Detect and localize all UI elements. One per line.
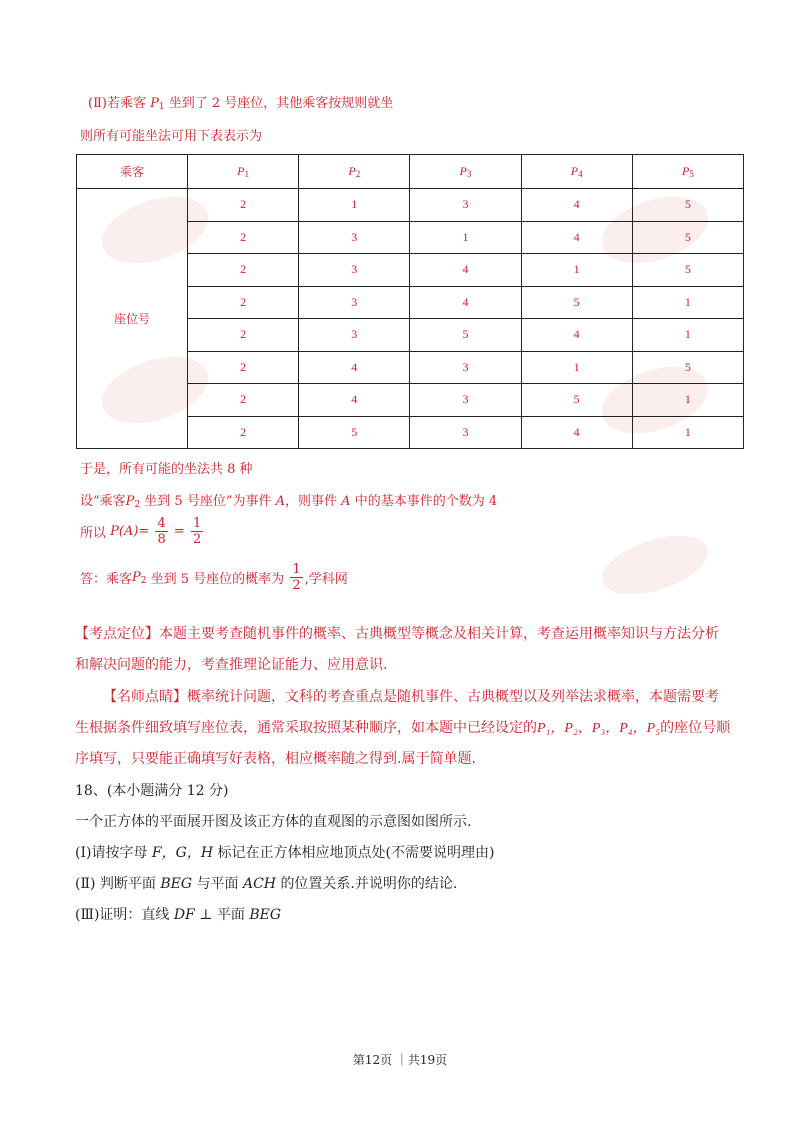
table-cell: 1 [632, 286, 743, 319]
table-cell: 1 [410, 221, 521, 254]
table-intro: 则所有可能坐法可用下表表示为 [80, 129, 263, 144]
table-cell: 2 [188, 189, 299, 222]
table-cell: 1 [521, 254, 632, 287]
part2-heading [88, 92, 393, 112]
header-p3: $P_3$ [410, 155, 521, 189]
table-cell: 4 [410, 286, 521, 319]
table-cell: 4 [299, 384, 410, 417]
table-cell: 1 [632, 384, 743, 417]
part2-p: P [150, 96, 159, 111]
q18-part1: (Ⅰ)请按字母 F，G，H 标记在正方体相应地顶点处(不需要说明理由) [75, 845, 495, 861]
probability-line: 所以 P(A)= $\frac{4}{8}$ = $\frac{1}{2}$ [80, 516, 202, 547]
table-cell: 2 [188, 221, 299, 254]
table-cell: 5 [410, 319, 521, 352]
table-cell: 4 [521, 189, 632, 222]
total-line: 于是，所有可能的坐法共 8 种 [80, 462, 253, 477]
part2-title: (Ⅱ)若乘客 [88, 96, 146, 111]
table-cell: 4 [521, 416, 632, 449]
q18-title: 18、(本小题满分 12 分) [75, 783, 229, 799]
table-cell: 2 [188, 351, 299, 384]
answer-line: 答：乘客$P_2$ 坐到 5 号座位的概率为 $\frac{1}{2}$ ,学科网 [80, 562, 348, 593]
table-cell: 1 [299, 189, 410, 222]
table-cell: 5 [521, 384, 632, 417]
header-p4: $P_4$ [521, 155, 632, 189]
table-cell: 5 [632, 221, 743, 254]
mingshi-line3: 序填写，只要能正确填写好表格，相应概率随之得到.属于简单题. [75, 751, 476, 767]
watermark [595, 524, 715, 606]
header-p1: $P_1$ [188, 155, 299, 189]
table-cell: 4 [521, 319, 632, 352]
table-cell: 4 [521, 221, 632, 254]
table-cell: 3 [299, 286, 410, 319]
table-cell: 3 [410, 384, 521, 417]
table-cell: 4 [410, 254, 521, 287]
table-cell: 1 [521, 351, 632, 384]
table-cell: 3 [410, 416, 521, 449]
table-cell: 4 [299, 351, 410, 384]
event-line: 设“乘客$P_2$ 坐到 5 号座位”为事件 A，则事件 A 中的基本事件的个数为 4 [80, 494, 498, 510]
table-cell: 3 [299, 319, 410, 352]
table-header-row [77, 155, 744, 189]
header-passenger: 乘客 [77, 155, 188, 189]
part2-rest: 坐到了 2 号座位，其他乘客按规则就坐 [168, 96, 394, 111]
table-cell: 1 [632, 319, 743, 352]
table-cell: 3 [410, 351, 521, 384]
table-cell: 5 [632, 351, 743, 384]
fraction-answer: $\frac{1}{2}$ [292, 562, 301, 593]
table-cell: 3 [410, 189, 521, 222]
fraction-4-8: $\frac{4}{8}$ [157, 516, 166, 547]
table-row [77, 189, 744, 222]
q18-part3: (Ⅲ)证明：直线 DF ⊥ 平面 BEG [75, 907, 282, 923]
table-cell: 5 [521, 286, 632, 319]
table-cell: 5 [299, 416, 410, 449]
table-cell: 5 [632, 254, 743, 287]
q18-part2: (Ⅱ) 判断平面 BEG 与平面 ACH 的位置关系.并说明你的结论. [75, 876, 458, 892]
table-cell: 2 [188, 319, 299, 352]
kaodian-line2: 和解决问题的能力，考查推理论证能力、应用意识. [75, 657, 388, 673]
table-cell: 1 [632, 416, 743, 449]
table-cell: 2 [188, 286, 299, 319]
mingshi-line1: 【名师点睛】概率统计问题，文科的考查重点是随机事件、古典概型以及列举法求概率，本题需要考 [103, 689, 719, 705]
part2-p-sub: 1 [158, 102, 165, 112]
table-cell: 2 [188, 254, 299, 287]
fraction-1-2: $\frac{1}{2}$ [192, 516, 202, 547]
kaodian-line1: 【考点定位】本题主要考查随机事件的概率、古典概型等概念及相关计算，考查运用概率知识与方法分析 [75, 626, 719, 642]
header-p5: $P_5$ [632, 155, 743, 189]
q18-intro: 一个正方体的平面展开图及该正方体的直观图的示意图如图所示. [75, 814, 472, 830]
mingshi-line2: 生根据条件细致填写座位表，通常采取按照某种顺序，如本题中已经设定的P₁，P₂，P₃，P₄，P₅的座位号顺 [75, 720, 731, 736]
page-footer: 第12页 ｜共19页 [352, 1053, 448, 1067]
table-cell: 3 [299, 254, 410, 287]
seat-number-label: 座位号 [77, 189, 188, 449]
table-cell: 3 [299, 221, 410, 254]
header-p2: $P_2$ [299, 155, 410, 189]
seat-table [76, 154, 744, 449]
table-cell: 2 [188, 384, 299, 417]
table-cell: 2 [188, 416, 299, 449]
table-cell: 5 [632, 189, 743, 222]
